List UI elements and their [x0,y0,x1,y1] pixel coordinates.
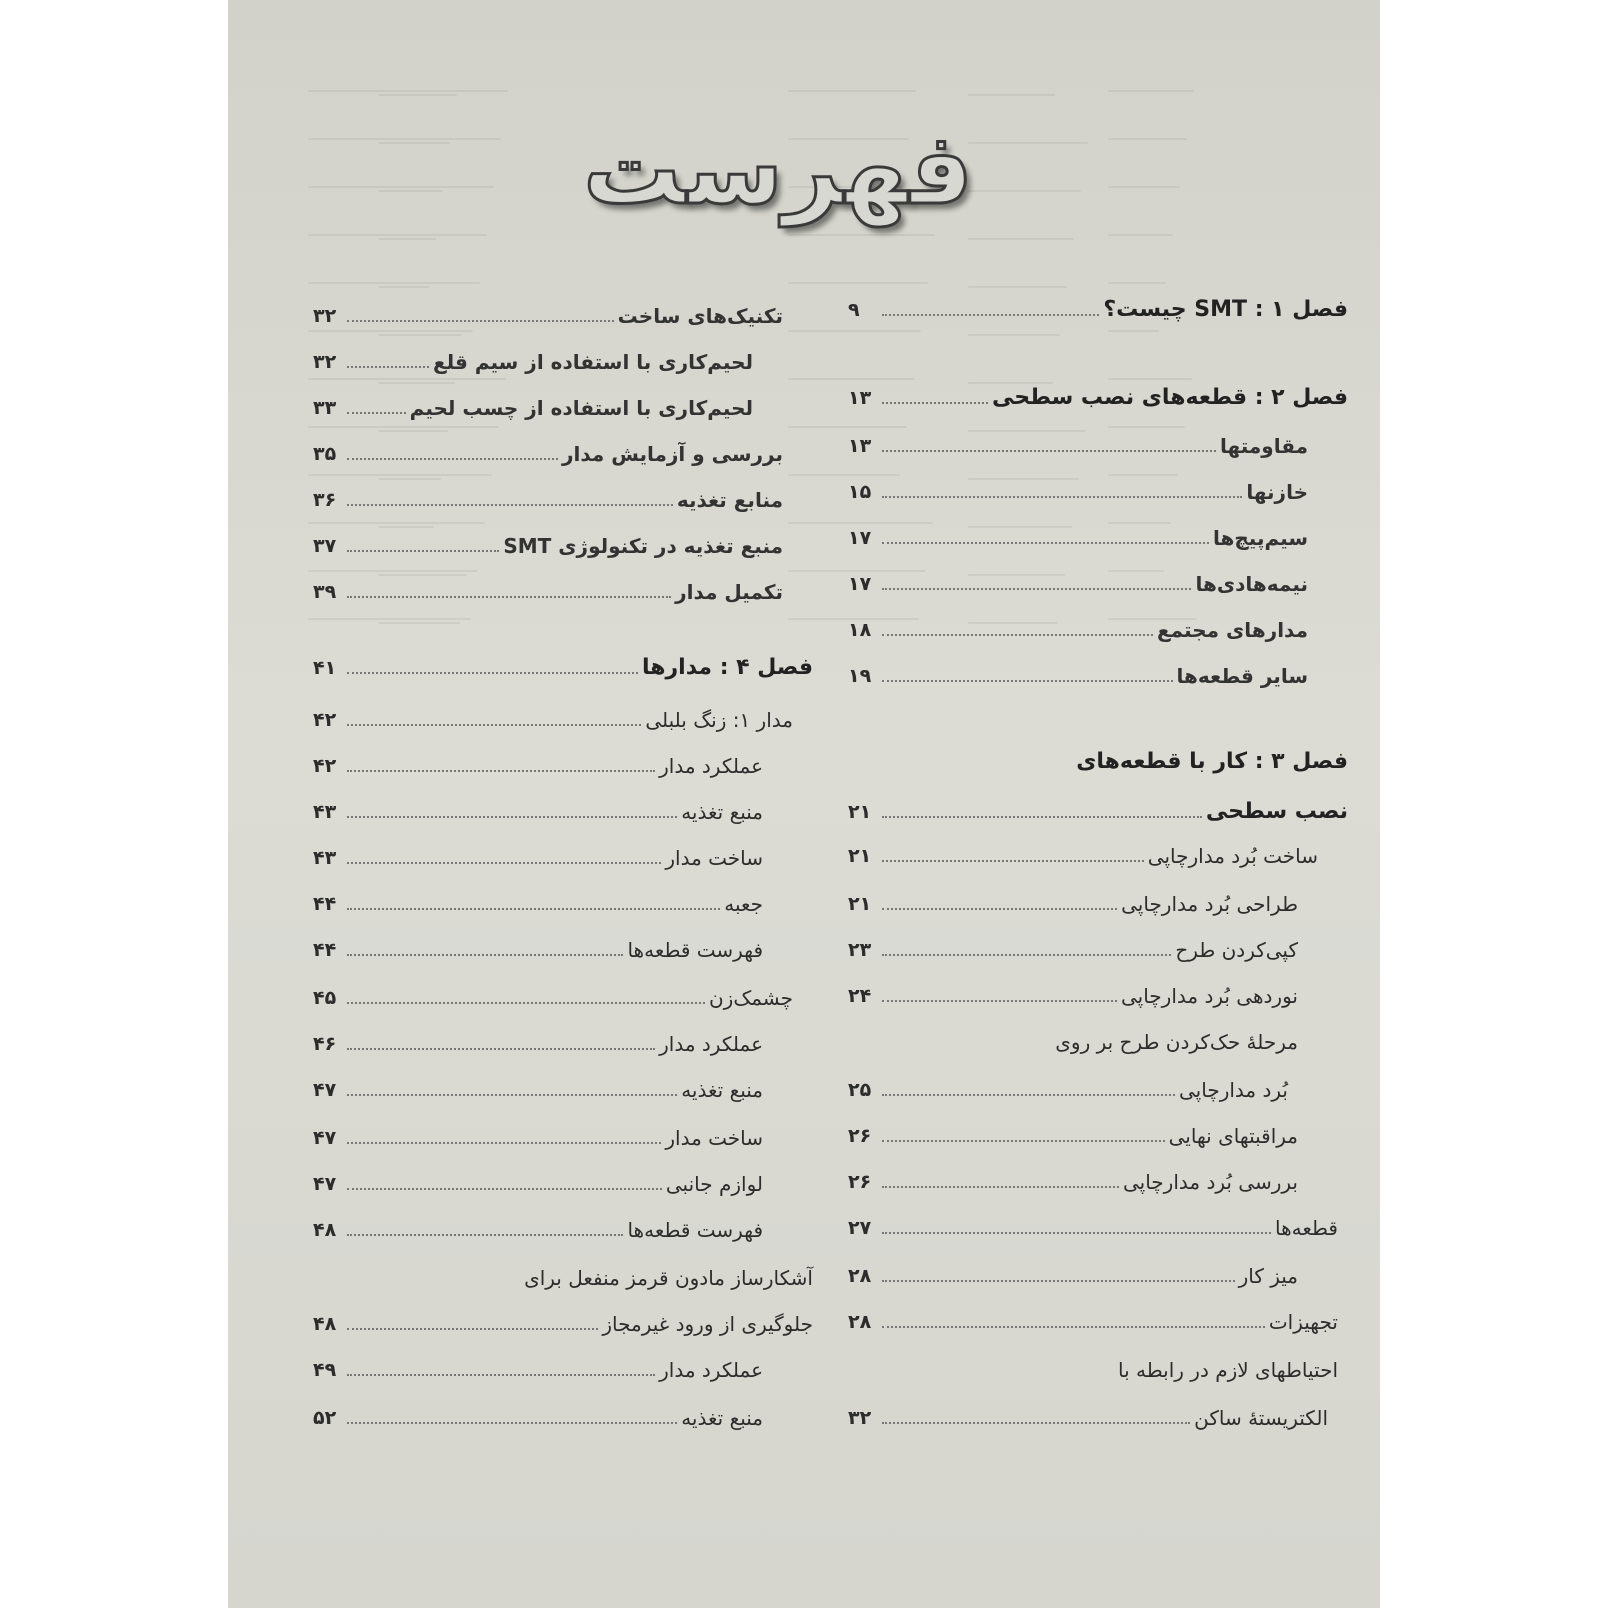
dot-leader [347,1374,655,1376]
toc-entry-label: بررسی و آزمایش مدار [561,442,783,466]
toc-entry [313,648,813,688]
toc-entry [313,342,753,382]
dot-leader [882,1094,1175,1096]
toc-entry [848,1350,1338,1390]
toc-entry-label: مراقبتهای نهایی [1168,1124,1298,1148]
toc-entry-label: عملکرد مدار [659,754,763,778]
dot-leader [882,1140,1165,1142]
toc-entry-label: فهرست قطعه‌ها [627,938,763,962]
toc-entry-label: احتیاطهای لازم در رابطه با [1118,1358,1338,1382]
toc-page-number: ۲۱ [848,801,872,823]
dot-leader [347,458,558,460]
dot-leader [882,1232,1271,1234]
toc-left-column [313,0,813,1608]
toc-page-number: ۴۵ [313,987,337,1009]
toc-entry [313,434,783,474]
toc-entry [848,976,1298,1016]
dot-leader [882,1186,1119,1188]
toc-entry-label: سیم‌پیچ‌ها [1213,526,1308,550]
toc-entry [313,1164,763,1204]
dot-leader [882,634,1153,636]
dot-leader [347,504,673,506]
toc-entry-label: منبع تغذیه [681,1078,763,1102]
dot-leader [347,550,499,552]
toc-page-number: ۳۲ [313,351,337,373]
toc-entry-label: منبع تغذیه [681,1406,763,1430]
toc-entry [848,930,1298,970]
toc-entry-label: الکتریستهٔ ساکن [1194,1406,1328,1430]
toc-page-number: ۴۴ [313,893,337,915]
toc-entry [848,792,1348,832]
toc-entry [313,792,763,832]
toc-entry-label: فصل ۴ : مدارها [642,655,813,680]
toc-entry [848,1208,1338,1248]
toc-entry-label: آشکارساز مادون قرمز منفعل برای [524,1266,813,1290]
toc-entry [313,1398,763,1438]
toc-entry [313,746,763,786]
dot-leader [347,862,661,864]
dot-leader [347,1094,677,1096]
dot-leader [347,1188,662,1190]
toc-entry [848,1116,1298,1156]
toc-page-number: ۱۹ [848,665,872,687]
toc-entry [848,378,1348,418]
toc-entry [848,472,1308,512]
dot-leader [882,954,1171,956]
dot-leader [347,908,720,910]
toc-page-number: ۴۷ [313,1127,337,1149]
dot-leader [347,672,638,674]
dot-leader [882,860,1144,862]
dot-leader [347,770,655,772]
toc-entry-label: تجهیزات [1268,1310,1338,1334]
toc-page-number: ۱۸ [848,619,872,641]
toc-entry-label: منبع تغذیه [681,800,763,824]
toc-entry [848,1022,1298,1062]
toc-page-number: ۱۵ [848,481,872,503]
dot-leader [347,366,429,368]
toc-entry-label: عملکرد مدار [659,1032,763,1056]
toc-entry-label: کپی‌کردن طرح [1175,938,1298,962]
dot-leader [882,542,1209,544]
toc-entry [313,1258,813,1298]
dot-leader [347,816,677,818]
toc-page-number: ۳۶ [313,489,337,511]
dot-leader [882,680,1173,682]
toc-entry-label: ساخت بُرد مدارچاپی [1147,844,1318,868]
dot-leader [347,1142,661,1144]
toc-page-number: ۴۷ [313,1173,337,1195]
toc-entry [313,526,783,566]
toc-entry-label: بررسی بُرد مدارچاپی [1122,1170,1298,1194]
toc-page-number: ۲۱ [848,893,872,915]
dot-leader [347,1048,655,1050]
toc-entry-label: منابع تغذیه [676,488,783,512]
toc-page-number: ۴۶ [313,1033,337,1055]
toc-entry [313,1350,763,1390]
toc-page-number: ۲۷ [848,1217,872,1239]
toc-entry [313,978,793,1018]
toc-entry [848,742,1348,782]
dot-leader [347,1234,623,1236]
toc-entry [313,1118,763,1158]
page-title: فهرست [583,113,973,227]
toc-entry-label: لحیم‌کاری با استفاده از چسب لحیم [409,396,753,420]
toc-entry-label: عملکرد مدار [659,1358,763,1382]
toc-entry [313,572,783,612]
toc-entry-label: فصل ۱ : SMT چیست؟ [1103,297,1348,322]
toc-page-number: ۳۲ [848,1407,872,1429]
toc-page-number: ۴۲ [313,709,337,731]
toc-entry-label: نصب سطحی [1205,799,1348,824]
toc-page-number: ۴۳ [313,847,337,869]
toc-entry-label: بُرد مدارچاپی [1179,1078,1288,1102]
dot-leader [882,1326,1265,1328]
toc-entry-label: مدارهای مجتمع [1156,618,1308,642]
toc-entry [848,656,1308,696]
dot-leader [347,1422,677,1424]
toc-entry [848,1256,1298,1296]
toc-entry [313,1024,763,1064]
toc-entry [848,1070,1288,1110]
toc-page-number: ۳۹ [313,581,337,603]
dot-leader [882,450,1216,452]
dot-leader [882,1000,1117,1002]
toc-entry [313,884,763,924]
dot-leader [882,402,988,404]
dot-leader [347,954,623,956]
dot-leader [347,596,671,598]
toc-entry-label: ساخت مدار [665,1126,763,1150]
toc-entry [313,700,793,740]
toc-entry-label: مقاومتها [1220,434,1308,458]
toc-page-number: ۱۳ [848,387,872,409]
toc-entry [848,290,1348,330]
toc-entry [313,388,753,428]
dot-leader [882,908,1117,910]
toc-entry-label: نیمه‌هادی‌ها [1195,572,1308,596]
toc-page-number: ۲۵ [848,1079,872,1101]
toc-entry-label: ساخت مدار [665,846,763,870]
toc-entry [313,930,763,970]
toc-entry-label: مدار ۱: زنگ بلبلی [645,708,793,732]
toc-entry-label: چشمک‌زن [708,986,793,1010]
toc-entry-label: تکمیل مدار [675,580,783,604]
toc-entry-label: نوردهی بُرد مدارچاپی [1120,984,1298,1008]
toc-entry-label: جلوگیری از ورود غیرمجاز [602,1312,813,1336]
dot-leader [347,1002,705,1004]
toc-page-number: ۳۲ [313,305,337,327]
toc-entry-label: جعبه [724,892,763,916]
toc-page-number: ۴۸ [313,1313,337,1335]
toc-page-number: ۱۳ [848,435,872,457]
book-page [228,0,1380,1608]
toc-entry [848,836,1318,876]
toc-entry-label: فهرست قطعه‌ها [627,1218,763,1242]
dot-leader [347,412,406,414]
toc-page-number: ۲۱ [848,845,872,867]
toc-right-column [848,0,1348,1608]
toc-entry [313,1070,763,1110]
toc-entry [313,838,763,878]
toc-page-number: ۲۶ [848,1125,872,1147]
toc-entry-label: قطعه‌ها [1275,1216,1338,1240]
toc-page-number: ۳۵ [313,443,337,465]
toc-entry [848,884,1298,924]
toc-page-number: ۴۳ [313,801,337,823]
dot-leader [347,724,641,726]
dot-leader [882,496,1242,498]
dot-leader [882,314,1099,316]
toc-entry-label: لوازم جانبی [665,1172,763,1196]
dot-leader [347,1328,598,1330]
toc-page-number: ۲۶ [848,1171,872,1193]
toc-entry-label: مرحلهٔ حک‌کردن طرح بر روی [1055,1030,1298,1054]
toc-page-number: ۱۷ [848,573,872,595]
toc-page-number: ۲۸ [848,1311,872,1333]
toc-entry-label: خازنها [1246,480,1308,504]
toc-page-number: ۴۷ [313,1079,337,1101]
toc-entry-label: سایر قطعه‌ها [1176,664,1308,688]
toc-entry-label: طراحی بُرد مدارچاپی [1121,892,1298,916]
toc-entry [313,480,783,520]
dot-leader [347,320,614,322]
toc-page-number: ۴۸ [313,1219,337,1241]
toc-entry [848,610,1308,650]
toc-entry [848,1162,1298,1202]
toc-page-number: ۴۴ [313,939,337,961]
dot-leader [882,816,1202,818]
toc-entry [313,1210,763,1250]
toc-page-number: ۱۷ [848,527,872,549]
toc-entry [848,518,1308,558]
toc-entry-label: تکنیک‌های ساخت [617,304,783,328]
toc-page-number: ۴۱ [313,657,337,679]
toc-entry [313,1304,813,1344]
toc-page-number: ۲۴ [848,985,872,1007]
toc-entry-label: میز کار [1238,1264,1298,1288]
toc-entry-label: لحیم‌کاری با استفاده از سیم قلع [432,350,753,374]
toc-entry [848,1302,1338,1342]
toc-entry [848,1398,1328,1438]
toc-entry-label: فصل ۲ : قطعه‌های نصب سطحی [992,385,1348,410]
toc-page-number: ۹ [848,299,860,321]
toc-entry-label: منبع تغذیه در تکنولوژی SMT [503,534,783,558]
toc-page-number: ۴۹ [313,1359,337,1381]
toc-entry [848,564,1308,604]
toc-page-number: ۲۸ [848,1265,872,1287]
toc-page-number: ۴۲ [313,755,337,777]
toc-page-number: ۳۳ [313,397,337,419]
toc-page-number: ۵۲ [313,1407,337,1429]
toc-entry-label: فصل ۳ : کار با قطعه‌های [1076,749,1348,774]
dot-leader [882,1422,1190,1424]
dot-leader [882,1280,1235,1282]
dot-leader [882,588,1191,590]
toc-page-number: ۲۳ [848,939,872,961]
toc-entry [313,296,783,336]
toc-page-number: ۳۷ [313,535,337,557]
toc-entry [848,426,1308,466]
